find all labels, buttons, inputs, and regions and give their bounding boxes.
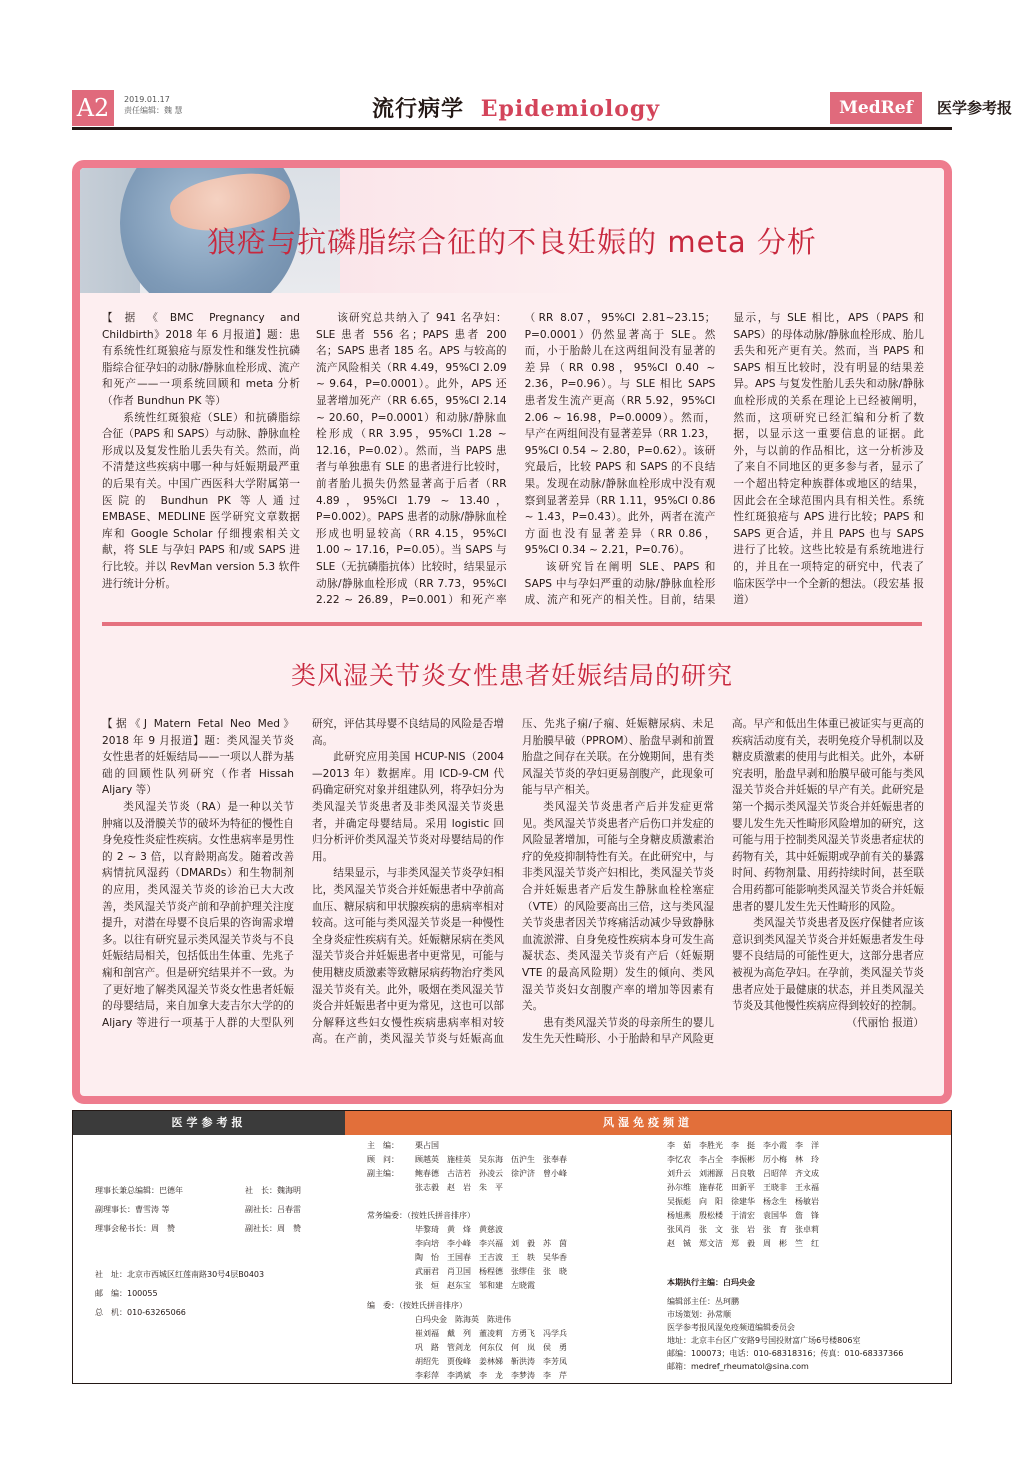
article1-para: 该研究总共纳入了 941 名孕妇：SLE 患者 556 名；PAPS 患者 200 名；SAPS 患者 185 名。APS 与较高的流产风险相关（RR 4.49，95%CI 2.09 ~ 9.64，P=0.0001）。此外，APS 还显著增加死产（RR 6.65，95%CI 2.14 ~ 20.60，P=0.0001）和动脉/静脉血栓形成（RR 3.95，95%CI 1.28 ~ 12.16，P=0.02）。然而，当 PAPS 患者与单独患有 SLE 的患者进行比较时，前者胎儿损失仍然显著高于后者（RR 4.89，95%CI 1.79 ~ 13.40，P=0.002）。PAPS 患者的动脉/静脉血栓形成也明显较高（RR 4.15，95%CI 1.00 ~ 17.16，P=0.05）。当 SAPS 与 SLE（无抗磷脂抗体）比较时，结果显示动脉/静脉血栓形成（RR 7.73，95%CI 2.22 ~ 26.89，P=0.001）和死产率（RR 8.07，95%CI 2.81~23.15；P=0.0001）仍然显著高于 SLE。然而，小于胎龄儿在这两组间没有显著的差异（RR 0.98，95%CI 0.40 ~ 2.36，P=0.96）。与 SLE 相比 SAPS 患者发生流产更高（RR 5.92，95%CI 2.06 ~ 16.98，P=0.0009）。然而，早产在两组间没有显著差异（RR 1.23，95%CI 0.54 ~ 2.80，P=0.62）。该研究最后，比较 PAPS 和 SAPS 的不良结果。发现在动脉/静脉血栓形成中没有观察到显著差异（RR 1.11，95%CI 0.86 ~ 1.43，P=0.43）。此外，两者在流产方面也没有显著差异（RR 0.86，95%CI 0.34 ~ 2.21，P=0.76）。 (316, 312, 716, 607)
article2-lead: 【据《J Matern Fetal Neo Med》2018 年 9 月报道】题：类风湿关节炎女性患者的妊娠结局——一项以人群为基础的回顾性队列研究（作者 Hissah Aljary 等） (102, 718, 294, 797)
responsible-editor: 责任编辑：魏 慧 (124, 106, 183, 115)
article2-body (102, 716, 924, 1088)
article-divider (102, 622, 922, 626)
masthead-address: 社 址：北京市西城区红莲南路30号4层B0403 (95, 1270, 265, 1279)
page-number: A2 (72, 90, 114, 126)
issue-info (124, 94, 183, 116)
editorial-office: 编辑部主任：丛珂鹏 市场策划：孙常顺 医学参考报风湿免疫频道编辑委员会 地址：北京丰台区广安路9号国投财富广场6号楼806室 邮编：100073；电话：010-68318316；传真：010-68337366 邮箱：medref_rheumatol@sina.com (667, 1297, 904, 1371)
issue-date: 2019.01.17 (124, 95, 170, 104)
article2-para: 类风湿关节炎（RA）是一种以关节肿痛以及滑膜关节的破坏为特征的慢性自身免疫性炎症性疾病。女性患病率是男性的 2 ~ 3 倍，以育龄期高发。随着改善病情抗风湿药（DMARDs）和生物制剂的应用，类风湿关节炎的诊治已大大改善，类风湿关节炎产前和孕前护理关注度提升，对潜在母婴不良后果的咨询需求增多。以往有研究显示类风湿关节炎与不良妊娠结局相关，包括低出生体重、先兆子痫和剖宫产。但是研究结果并不一致。为了更好地了解类风湿关节炎女性患者妊娠的母婴结局，来自加拿大麦吉尔大学的的 Aljary 等进行一项基于人群的大型队列研究，评估其母婴不良结局的风险是否增高。 (102, 718, 504, 1029)
masthead-right (345, 1111, 951, 1383)
article2-title: 类风湿关节炎女性患者妊娠结局的研究 (290, 661, 733, 690)
masthead-postcode: 邮 编：100055 (95, 1289, 158, 1298)
editors: 编 委：（按姓氏拼音排序） 白玛央金 陈海英 陈进伟 崔刘福 戴 列 董凌莉 方勇飞 冯学兵 巩 路 管剑龙 何东仪 何 岚 侯 勇 胡绍先 贾俊峰 姜林娣 靳洪涛 李芳凤 李彩萍 李鸿斌 李 龙 李梦涛 李 芹 (367, 1301, 567, 1380)
section-title-cn: 流行病学 (372, 97, 465, 122)
article1-para: 系统性红斑狼疮（SLE）和抗磷脂综合征（PAPS 和 SAPS）与动脉、静脉血栓形成以及复发性胎儿丢失有关。然而，尚不清楚这些疾病中哪一种与妊娠期最严重的后果有关。中国广西医科大学附属第一医院的 Bundhun PK 等人通过 EMBASE、MEDLINE 医学研究文章数据库和 Google Scholar 仔细搜索相关文献，将 SLE 与孕妇 PAPS 和/或 SAPS 进行比较。并以 RevMan version 5.3 软件进行统计分析。 (102, 411, 300, 590)
article2-para: 此研究应用美国 HCUP-NIS（2004—2013 年）数据库。用 ICD-9-CM 代码确定研究对象并组建队列，将孕妇分为类风湿关节炎患者及非类风湿关节炎患者，并确定母婴结局。采用 logistic 回归分析评价类风湿关节炎对母婴结局的作用。 (312, 751, 504, 863)
article2-para: 结果显示，与非类风湿关节炎孕妇相比，类风湿关节炎合并妊娠患者中孕前高血压、糖尿病和甲状腺疾病的患病率相对较高。这可能与类风湿关节炎是一种慢性全身炎症性疾病有关。妊娠糖尿病在类风湿关节炎合并妊娠患者中更常见，可能与使用糖皮质激素等致糖尿病药物治疗类风湿关节炎有关。此外，吸烟在类风湿关节炎合并妊娠患者中更为常见，这也可以部分解释这些妇女慢性疾病患病率相对较高。在产前，类风湿关节炎与妊娠高血压、先兆子痫/子痫、妊娠糖尿病、未足月胎膜早破（PPROM）、胎盘早剥和前置胎盘之间存在关联。在分娩期间，患有类风湿关节炎的孕妇更易剖腹产，此现象可能与早产相关。 (312, 718, 714, 1046)
channel-heading: 风湿免疫频道 (345, 1111, 951, 1135)
article-panel (72, 160, 952, 1104)
masthead-phone: 总 机：010-63265066 (95, 1308, 186, 1317)
article1-title: 狼疮与抗磷脂综合征的不良妊娠的 meta 分析 (207, 225, 817, 259)
article1-body (316, 310, 924, 610)
article1-para: 该研究旨在阐明 SLE、PAPS 和 SAPS 中与孕妇严重的动脉/静脉血栓形成、流产和死产的相关性。目前，结果显示，与 SLE 相比，APS（PAPS 和 SAPS）的母体动脉/静脉血栓形成、胎儿丢失和死产更有关。然而，当 PAPS 和 SAPS 相互比较时，没有明显的结果差异。APS 与复发性胎儿丢失和动脉/静脉血栓形成的关系在理论上已经被阐明，然而，这项研究已经汇编和分析了数据，以显示这一重要信息的证据。此外，与以前的作品相比，这一分析涉及了来自不同地区的更多参与者，显示了一个超出特定种族群体或地区的结果，因此会在全球范围内具有相关性。系统性红斑狼疮与 APS 进行比较；PAPS 和 SAPS 更合适，并且 PAPS 也与 SAPS 进行了比较。这些比较是有系统地进行的，并且在一项特定的研究中，代表了临床医学中一个全新的想法。（段宏基 报道） (524, 312, 924, 607)
section-title (372, 92, 660, 123)
paper-name: 医学参考报 (936, 99, 1012, 117)
article1-lead: 【据《BMC Pregnancy and Childbirth》2018 年 6 月报道】题：患有系统性红斑狼疮与原发性和继发性抗磷脂综合征孕妇的动脉/静脉血栓形成、流产和死产——一项系统回顾和 meta 分析（作者 Bundhun PK 等） (102, 312, 300, 407)
masthead-contact (95, 1267, 264, 1320)
article2-para: 类风湿关节炎患者及医疗保健者应该意识到类风湿关节炎合并妊娠患者发生母婴不良结局的可能性更大，这部分患者应被视为高危孕妇。在孕前，类风湿关节炎患者应处于最健康的状态，并且类风湿关节炎及其他慢性疾病应得到较好的控制。 (732, 917, 924, 1013)
masthead-roles: 理事长兼总编辑：巴德年 社 长：魏海明 副理事长：曹雪涛 等 副社长：吕春雷 理事会秘书长：周 赞 副社长：周 赞 (95, 1186, 301, 1233)
editors-right: 李 茹 李胜光 李 挺 李小霞 李 洋 李忆农 李占全 李振彬 厉小梅 林 玲 刘升云 刘湘源 吕良敬 吕昭萍 齐文成 孙尔维 施春花 田新平 王晓非 王永福 吴振彪 向 阳 徐建华 杨念生 杨敏岩 杨旭燕 殷松楼 于清宏 袁国华 詹 锋 张风肖 张 文 张 岩 张 育 张卓莉 赵 铖 郑文洁 郑 毅 周 彬 竺 红 (667, 1141, 819, 1248)
exec-editor: 本期执行主编：白玛央金 (667, 1278, 755, 1287)
article2-para: 类风湿关节炎患者产后并发症更常见。类风湿关节炎患者产后伤口并发症的风险显著增加，可能与全身糖皮质激素治疗的免疫抑制特性有关。在此研究中，与非类风湿关节炎产妇相比，类风湿关节炎合并妊娠患者产后发生静脉血栓栓塞症（VTE）的风险要高出三倍，这与类风湿关节炎患者因关节疼痛活动减少导致静脉血流淤滞、自身免疫性疾病本身可发生高凝状态、类风湿关节炎有产后（妊娠期 VTE 的最高风险期）发生的倾向、类风湿关节炎妇女剖腹产率的增加等因素有关。 (522, 800, 714, 1013)
article2-para: 患有类风湿关节炎的母亲所生的婴儿发生先天性畸形、小于胎龄和早产风险更高。早产和低出生体重已被证实与更高的疾病活动度有关，表明免疫介导机制以及糖皮质激素的使用与此相关。此外，本研究表明，胎盘早剥和胎膜早破可能与类风湿关节炎合并妊娠的早产有关。此研究是第一个揭示类风湿关节炎合并妊娠患者的婴儿发生先天性畸形风险增加的研究，这可能与用于控制类风湿关节炎患者症状的药物有关，其中妊娠期或孕前有关的暴露时间、药物剂量、用药持续时间，甚至联合用药都可能影响类风湿关节炎合并妊娠患者的婴儿发生先天性畸形的风险。 (522, 718, 924, 1046)
article2-byline: （代丽怡 报道） (846, 1016, 924, 1029)
masthead-left (73, 1111, 345, 1383)
standing-editors: 常务编委：（按姓氏拼音排序） 毕黎琦 黄 烽 黄慈波 李向培 李小峰 李兴福 刘 毅 苏 茵 陶 怡 王国春 王吉波 王 轶 吴华香 武丽君 肖卫国 杨程德 张缪佳 张 晓 张 烜 赵东宝 邹和建 左晓霞 (367, 1211, 567, 1290)
article1-col1 (102, 310, 300, 592)
page-header (72, 90, 1012, 130)
masthead (72, 1110, 952, 1384)
masthead-left-heading: 医学参考报 (73, 1111, 345, 1135)
section-title-en: Epidemiology (480, 96, 661, 122)
medref-logo: MedRef (830, 92, 922, 124)
editorial-board: 主 编： 栗占国 顾 问： 顾越英 施桂英 吴东海 伍沪生 张奉春 副主编： 鲍春德 古洁若 孙凌云 徐沪济 曾小峰 张志毅 赵 岩 朱 平 (367, 1141, 567, 1192)
